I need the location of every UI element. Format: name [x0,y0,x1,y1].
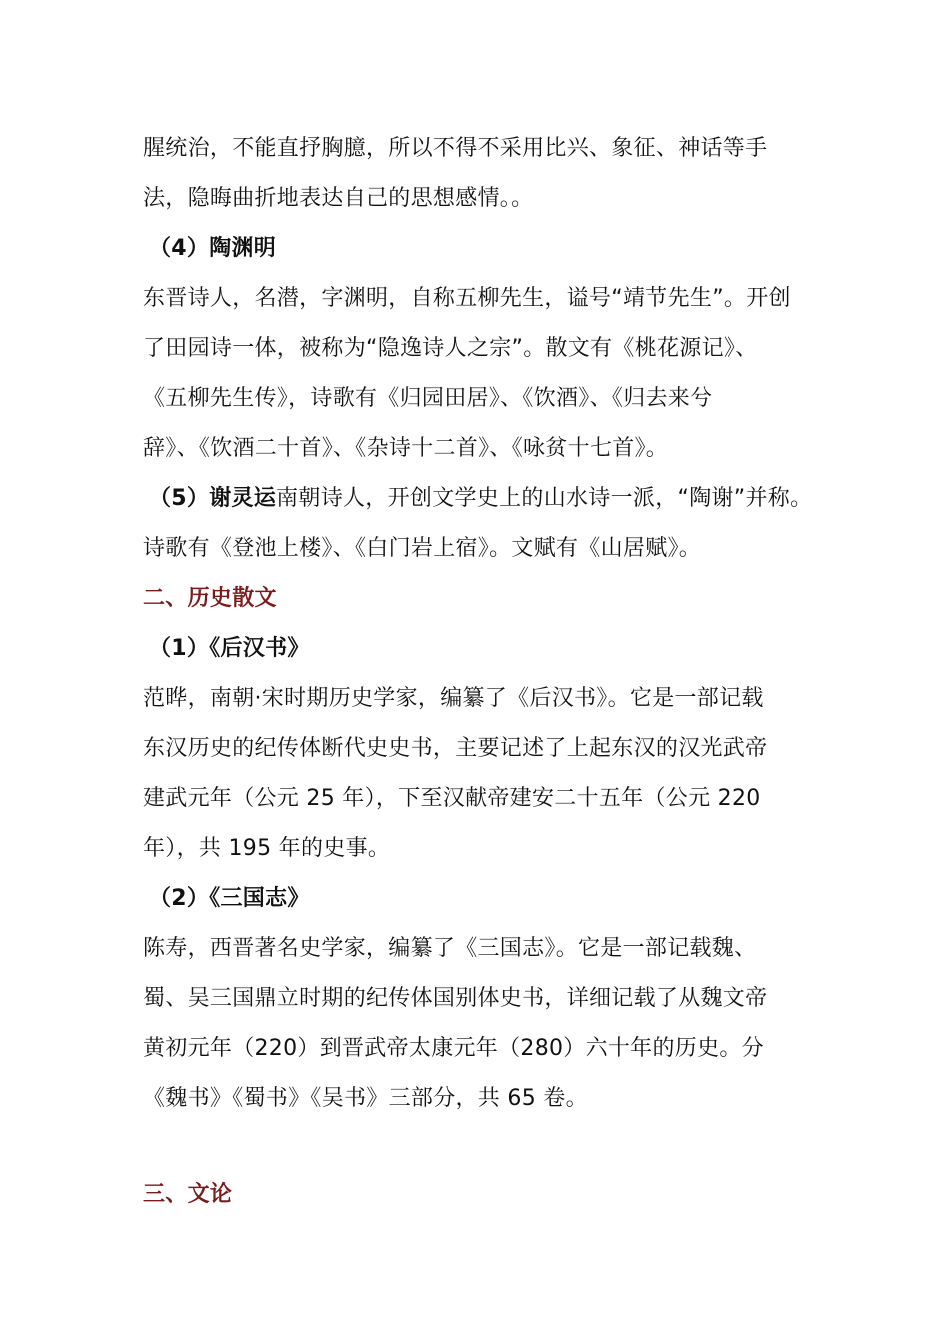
section-heading-history-prose: 二、历史散文 [143,586,277,611]
section-heading-literary-theory: 三、文论 [143,1182,233,1207]
paragraph-line: 黄初元年（220）到晋武帝太康元年（280）六十年的历史。分 [143,1036,764,1061]
subheading-hou-han-shu: （1）《后汉书》 [149,636,310,661]
paragraph-line: 《五柳先生传》，诗歌有《归园田居》、《饮酒》、《归去来兮 [143,386,713,411]
paragraph-line: 东晋诗人，名潜，字渊明，自称五柳先生，谥号“靖节先生”。开创 [143,286,791,311]
paragraph-line: 了田园诗一体，被称为“隐逸诗人之宗”。散文有《桃花源记》、 [143,336,758,361]
paragraph-line: 辞》、《饮酒二十首》、《杂诗十二首》、《咏贫十七首》。 [143,436,669,461]
paragraph-line-xie-lingyun [143,474,833,524]
paragraph-line: 东汉历史的纪传体断代史史书，主要记述了上起东汉的汉光武帝 [143,736,768,761]
subheading-tao-yuanming: （4）陶渊明 [149,236,277,261]
paragraph-line: 腥统治，不能直抒胸臆，所以不得不采用比兴、象征、神话等手 [143,136,768,161]
paragraph-line: 蜀、吴三国鼎立时期的纪传体国别体史书，详细记载了从魏文帝 [143,986,768,1011]
document-page [143,124,833,1220]
paragraph-line: 陈寿，西晋著名史学家，编纂了《三国志》。它是一部记载魏、 [143,936,757,961]
paragraph-line: 《魏书》《蜀书》《吴书》三部分，共 65 卷。 [143,1086,588,1111]
paragraph-line: 诗歌有《登池上楼》、《白门岩上宿》。文赋有《山居赋》。 [143,536,702,561]
paragraph-line: 范晔，南朝·宋时期历史学家，编纂了《后汉书》。它是一部记载 [143,686,764,711]
paragraph-line: 建武元年（公元 25 年），下至汉献帝建安二十五年（公元 220 [143,786,761,811]
subheading-san-guo-zhi: （2）《三国志》 [149,886,310,911]
subheading-xie-lingyun: （5）谢灵运 [149,486,277,511]
blank-gap [143,1124,833,1170]
paragraph-line: 法，隐晦曲折地表达自己的思想感情。。 [143,186,534,211]
paragraph-text: 南朝诗人，开创文学史上的山水诗一派，“陶谢”并称。 [276,486,813,511]
paragraph-line: 年），共 195 年的史事。 [143,836,391,861]
